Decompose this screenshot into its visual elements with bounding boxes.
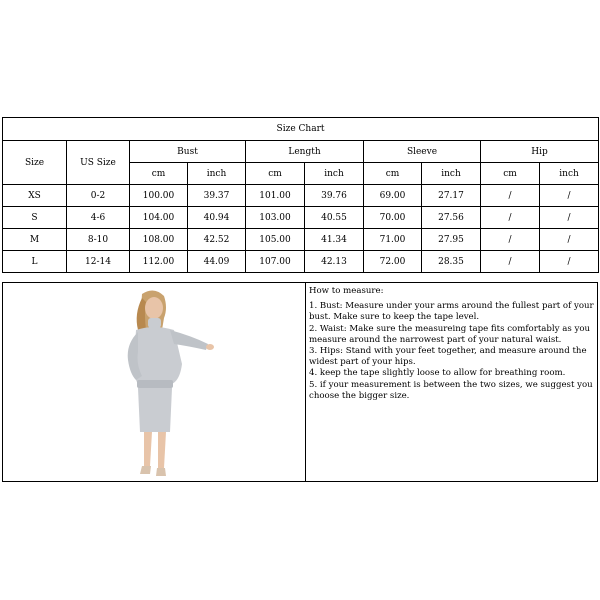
- size-chart-table: [2, 117, 599, 273]
- cell-size: L: [3, 251, 67, 273]
- measure-step-hips: 3. Hips: Stand with your feet together, and measure around the widest part of your hips.: [309, 346, 587, 368]
- unit-cm: cm: [130, 163, 188, 185]
- cell-length-inch: 39.76: [305, 185, 364, 207]
- cell-sleeve-cm: 71.00: [364, 229, 422, 251]
- right-hand: [206, 344, 214, 350]
- unit-cm: cm: [481, 163, 540, 185]
- cell-size: M: [3, 229, 67, 251]
- cell-bust-inch: 44.09: [188, 251, 246, 273]
- cell-size: XS: [3, 185, 67, 207]
- header-length: Length: [246, 141, 364, 163]
- cell-bust-cm: 104.00: [130, 207, 188, 229]
- cell-hip-cm: /: [481, 251, 540, 273]
- cell-bust-inch: 42.52: [188, 229, 246, 251]
- cell-sleeve-cm: 69.00: [364, 185, 422, 207]
- cell-sleeve-cm: 70.00: [364, 207, 422, 229]
- cell-length-cm: 103.00: [246, 207, 305, 229]
- cell-length-inch: 40.55: [305, 207, 364, 229]
- cell-hip-inch: /: [540, 251, 599, 273]
- measure-step-bust: 1. Bust: Measure under your arms around the fullest part of your bust. Make sure to keep the tape level.: [309, 301, 594, 323]
- cell-us-size: 8-10: [67, 229, 130, 251]
- header-sleeve: Sleeve: [364, 141, 481, 163]
- how-to-measure-title: How to measure:: [309, 286, 384, 296]
- turtleneck: [148, 318, 161, 328]
- header-bust: Bust: [130, 141, 246, 163]
- table-row: [3, 229, 599, 251]
- measure-panel: [2, 282, 598, 482]
- unit-inch: inch: [540, 163, 599, 185]
- unit-inch: inch: [188, 163, 246, 185]
- cell-hip-cm: /: [481, 185, 540, 207]
- cell-bust-inch: 40.94: [188, 207, 246, 229]
- left-leg: [144, 432, 152, 466]
- left-shoe: [140, 466, 151, 474]
- cell-length-inch: 41.34: [305, 229, 364, 251]
- unit-inch: inch: [305, 163, 364, 185]
- cell-length-cm: 105.00: [246, 229, 305, 251]
- cell-length-cm: 101.00: [246, 185, 305, 207]
- face: [145, 297, 163, 319]
- cell-bust-cm: 100.00: [130, 185, 188, 207]
- cell-bust-cm: 108.00: [130, 229, 188, 251]
- table-row: [3, 251, 599, 273]
- cell-hip-cm: /: [481, 229, 540, 251]
- cell-us-size: 4-6: [67, 207, 130, 229]
- right-shoe: [156, 468, 166, 476]
- cell-sleeve-inch: 28.35: [422, 251, 481, 273]
- waistband: [137, 380, 173, 388]
- measure-step-waist: 2. Waist: Make sure the measureing tape fits comfortably as you measure around the narrowest part of your natural waist.: [309, 323, 591, 345]
- cell-hip-inch: /: [540, 207, 599, 229]
- right-leg: [158, 432, 166, 468]
- cell-length-inch: 42.13: [305, 251, 364, 273]
- header-hip: Hip: [481, 141, 599, 163]
- cell-bust-cm: 112.00: [130, 251, 188, 273]
- cell-length-cm: 107.00: [246, 251, 305, 273]
- product-photo: [3, 283, 306, 481]
- unit-cm: cm: [246, 163, 305, 185]
- cell-us-size: 0-2: [67, 185, 130, 207]
- cell-hip-inch: /: [540, 229, 599, 251]
- how-to-measure: [306, 283, 597, 481]
- cell-sleeve-cm: 72.00: [364, 251, 422, 273]
- table-row: [3, 207, 599, 229]
- cell-us-size: 12-14: [67, 251, 130, 273]
- hair-left: [137, 298, 146, 332]
- model-illustration: [84, 284, 224, 480]
- unit-inch: inch: [422, 163, 481, 185]
- header-us-size: US Size: [67, 141, 130, 185]
- cell-hip-inch: /: [540, 185, 599, 207]
- measure-step-size-advice: 5. if your measurement is between the two sizes, we suggest you choose the bigger size.: [309, 379, 593, 401]
- cell-bust-inch: 39.37: [188, 185, 246, 207]
- cell-sleeve-inch: 27.17: [422, 185, 481, 207]
- cell-sleeve-inch: 27.95: [422, 229, 481, 251]
- cell-hip-cm: /: [481, 207, 540, 229]
- measure-step-loose: 4. keep the tape slightly loose to allow for breathing room.: [309, 368, 566, 379]
- cell-size: S: [3, 207, 67, 229]
- unit-cm: cm: [364, 163, 422, 185]
- table-row: [3, 185, 599, 207]
- header-size: Size: [3, 141, 67, 185]
- skirt: [138, 388, 172, 432]
- chart-title: Size Chart: [3, 118, 599, 141]
- cell-sleeve-inch: 27.56: [422, 207, 481, 229]
